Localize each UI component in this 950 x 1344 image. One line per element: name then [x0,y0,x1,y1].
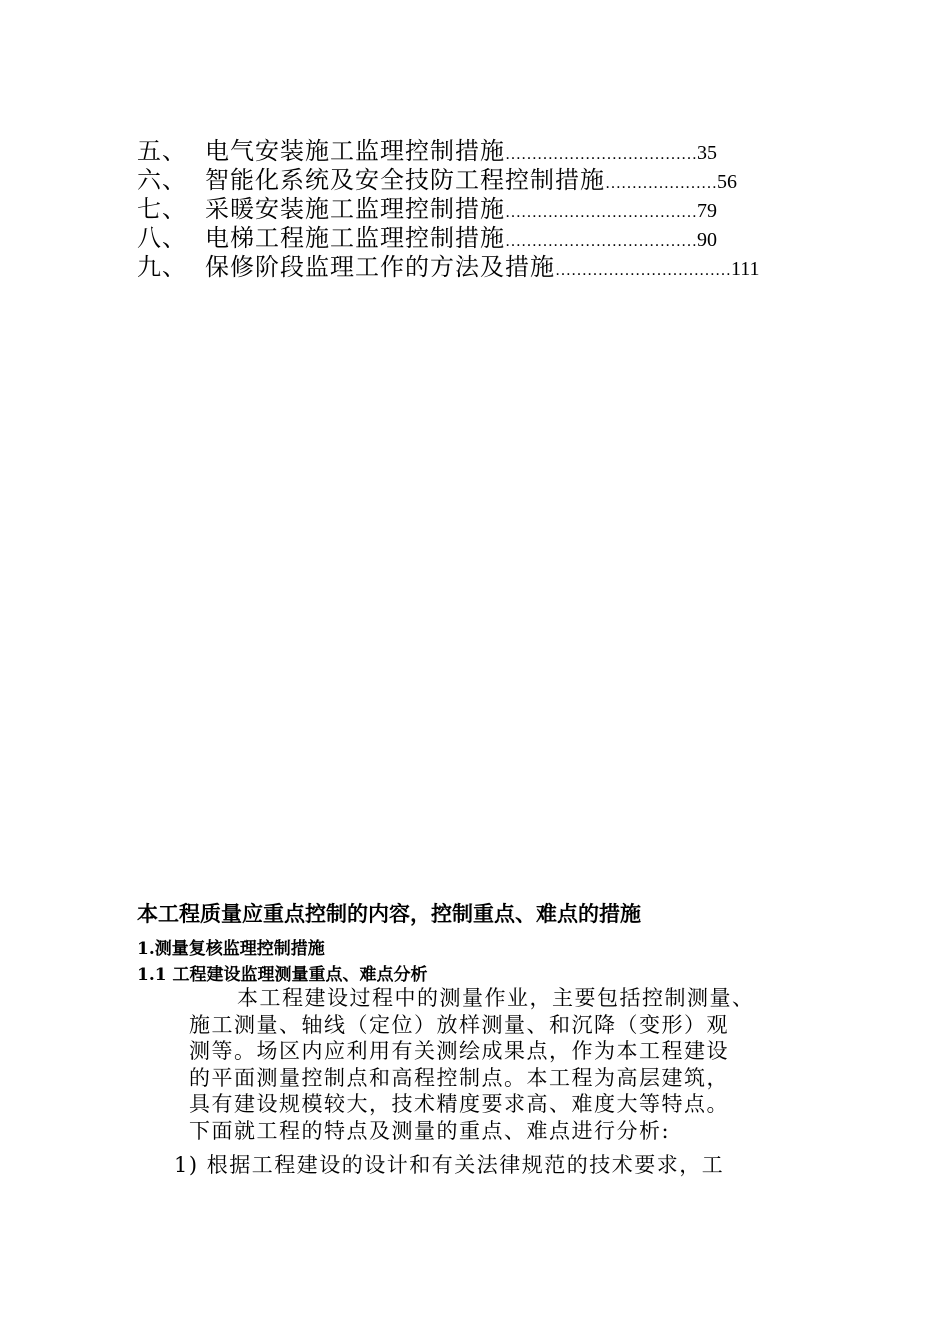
toc-entry[interactable] [137,137,837,166]
toc-number: 六、 [137,166,187,194]
toc-title: 智能化系统及安全技防工程控制措施 [205,166,605,194]
paragraph-line: 本工程建设过程中的测量作业，主要包括控制测量、 [237,986,755,1010]
toc-entry[interactable] [137,195,837,224]
toc-number: 七、 [137,195,187,223]
table-of-contents [137,137,837,282]
toc-title: 电梯工程施工监理控制措施 [205,224,505,252]
toc-leader-dots: ………………… [605,175,717,192]
section-title: 本工程质量应重点控制的内容，控制重点、难点的措施 [137,901,641,926]
numbered-list-item: 1) 根据工程建设的设计和有关法律规范的技术要求，工 [174,1153,725,1177]
toc-leader-dots: ……………………………… [505,204,697,221]
toc-entry[interactable] [137,253,837,282]
toc-page-number: 90 [697,229,717,251]
toc-leader-dots: …………………………… [555,262,731,279]
paragraph-line: 施工测量、轴线（定位）放样测量、和沉降（变形）观 [189,1012,729,1037]
paragraph-line: 测等。场区内应利用有关测绘成果点，作为本工程建设 [189,1039,729,1063]
toc-title: 保修阶段监理工作的方法及措施 [205,253,555,281]
heading-level-1: 1.测量复核监理控制措施 [137,939,325,959]
toc-page-number: 111 [731,258,760,280]
toc-title: 采暖安装施工监理控制措施 [205,195,505,223]
paragraph-line: 下面就工程的特点及测量的重点、难点进行分析: [189,1118,671,1143]
body-paragraph [189,985,839,1144]
toc-page-number: 79 [697,200,717,222]
toc-title: 电气安装施工监理控制措施 [205,137,505,165]
paragraph-line: 的平面测量控制点和高程控制点。本工程为高层建筑， [189,1065,729,1090]
toc-entry[interactable] [137,224,837,253]
toc-entry[interactable] [137,166,837,195]
toc-page-number: 35 [697,142,717,164]
toc-number: 八、 [137,224,187,252]
toc-page-number: 56 [717,171,737,193]
toc-leader-dots: ……………………………… [505,146,697,163]
paragraph-line: 具有建设规模较大，技术精度要求高、难度大等特点。 [189,1092,729,1116]
toc-number: 九、 [137,253,187,281]
heading-level-2: 1.1 工程建设监理测量重点、难点分析 [137,965,428,985]
toc-number: 五、 [137,137,187,165]
toc-leader-dots: ……………………………… [505,233,697,250]
